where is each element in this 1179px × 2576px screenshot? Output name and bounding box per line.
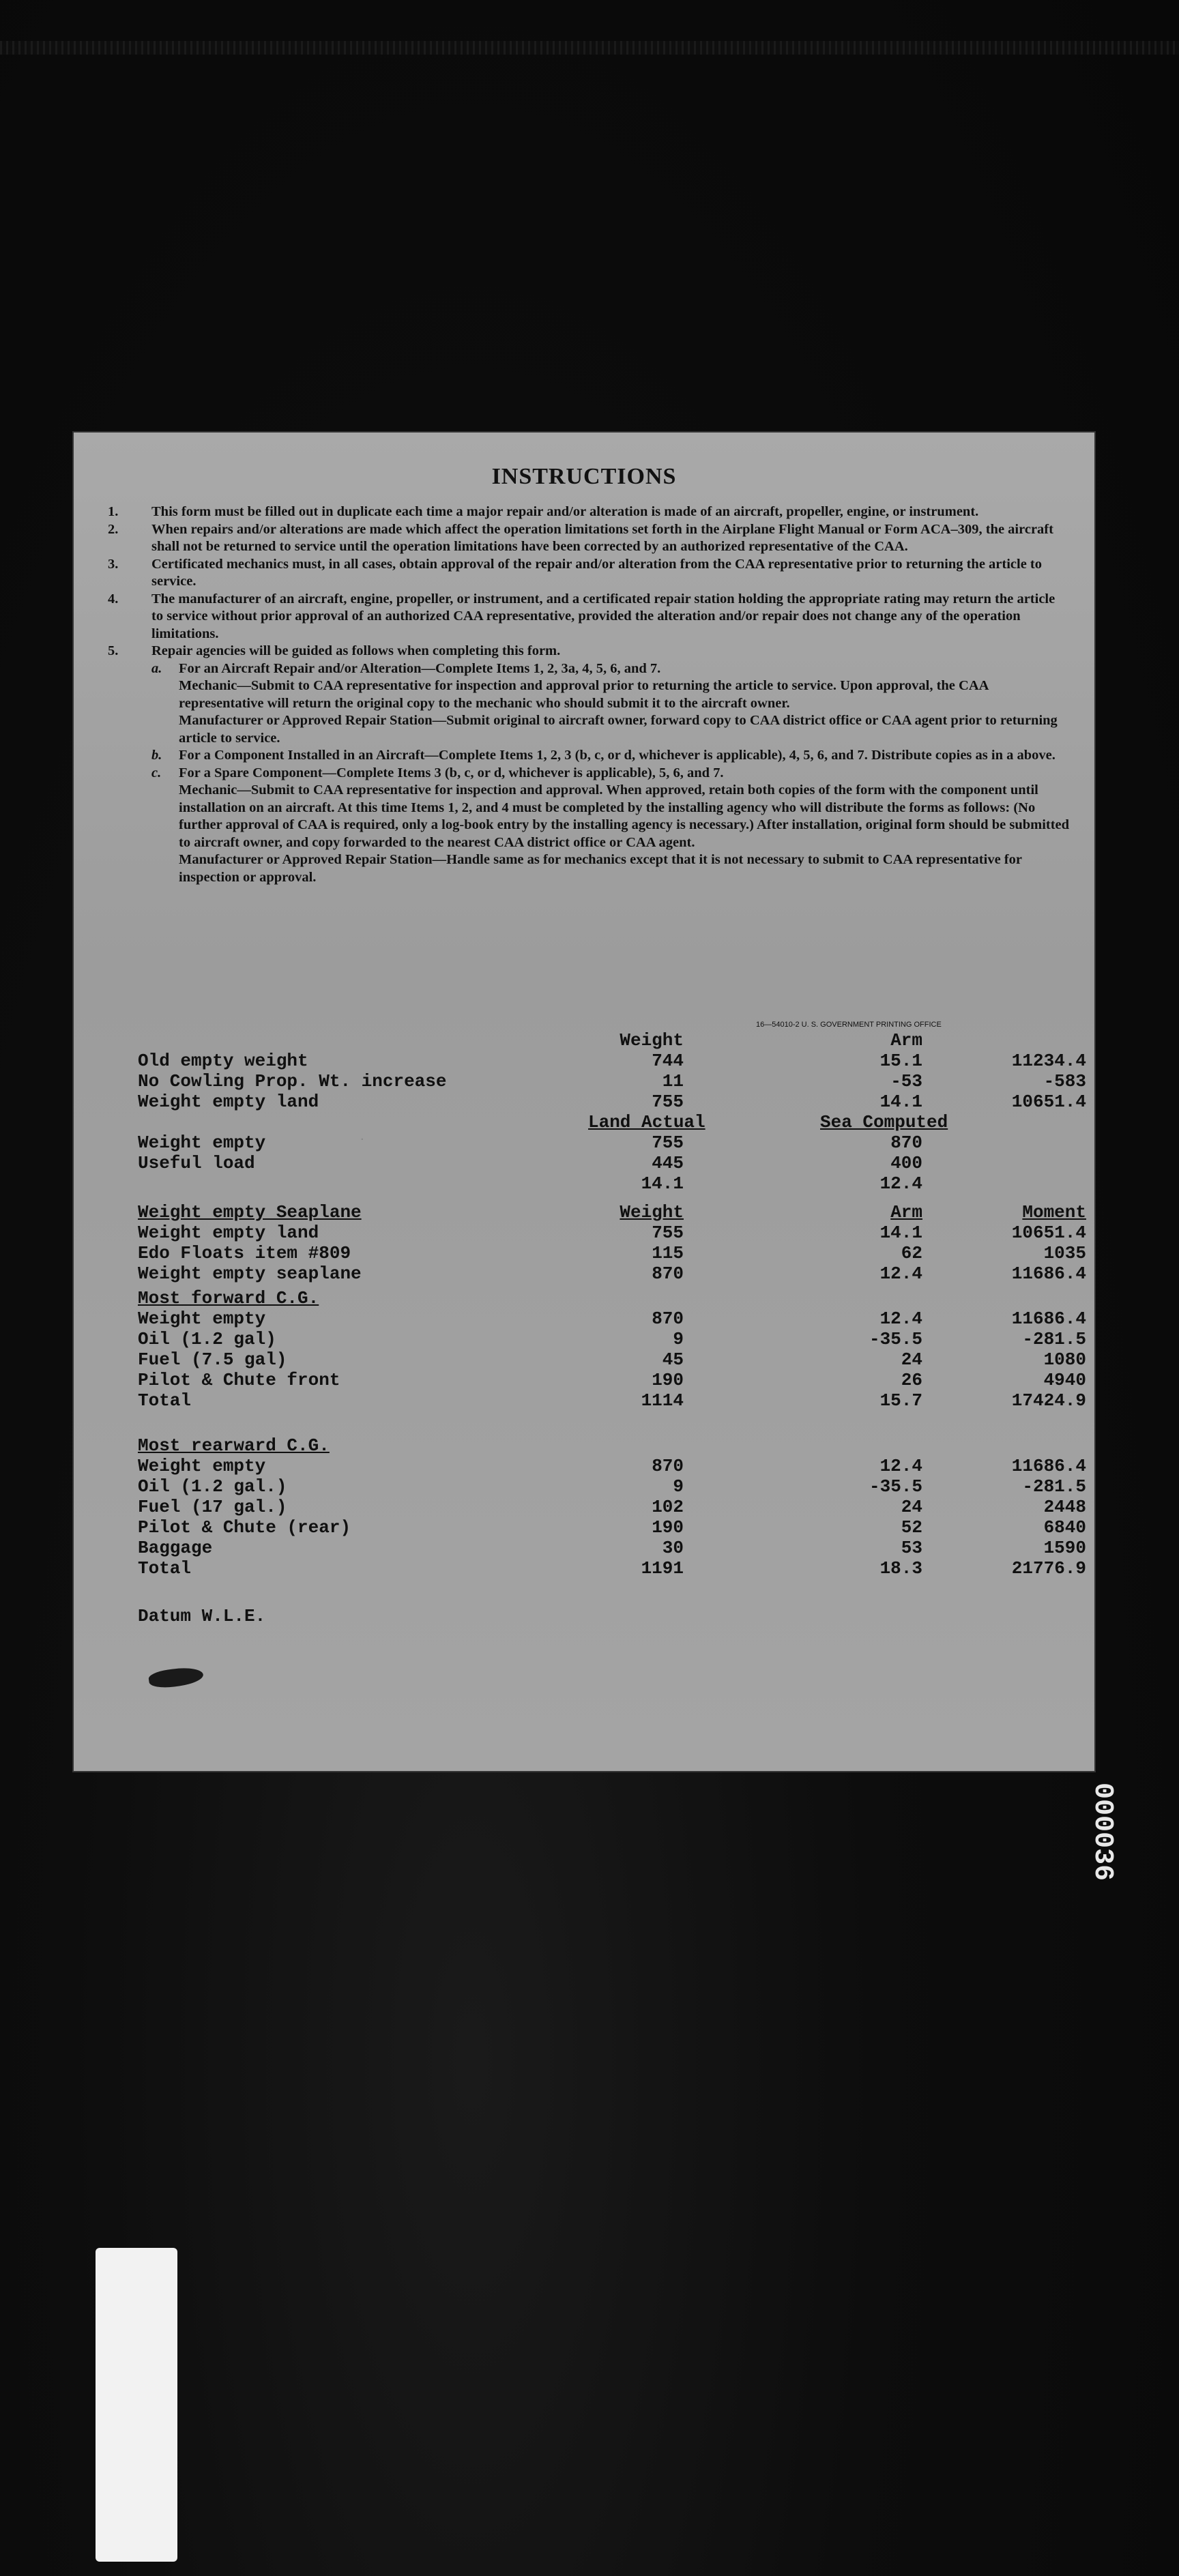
moment-value: 11686.4 [1011, 1456, 1086, 1476]
arm-value: 12.4 [879, 1456, 922, 1476]
sub-c-mechanic-text: Mechanic—Submit to CAA representative for inspection and approval. When approved, retain both copies of the form with the component until installation on an aircraft. At this time Items 1, 2, and 4 must be completed by the installing agency who will distribute the forms as follows: (No further approval of CAA is required, only a log-book entry by the installing agency is necessary.) After installation, original form should be submitted to aircraft owner, and copy forwarded to the nearest CAA district office or CAA agent. [179, 782, 1070, 850]
sub-item-letter: b. [151, 748, 162, 763]
weight-value: 45 [662, 1349, 684, 1370]
weight-value: 190 [652, 1370, 684, 1390]
table-row [138, 1349, 1093, 1370]
microfilm-frame-number [1081, 1784, 1122, 1822]
moment-value: 11686.4 [1011, 1308, 1086, 1329]
weight-value: 755 [652, 1132, 684, 1153]
instruction-item [108, 521, 1070, 556]
table-row [138, 1243, 1093, 1263]
weight-value: 744 [652, 1051, 684, 1071]
arm-value: 18.3 [879, 1558, 922, 1579]
moment-value: -281.5 [1022, 1329, 1086, 1349]
table-row [138, 1456, 1093, 1476]
fwd-header-label: Most forward C.G. [138, 1288, 319, 1308]
moment-value: 21776.9 [1011, 1558, 1086, 1579]
row-label: Weight empty land [138, 1223, 319, 1243]
table-row [138, 1370, 1093, 1390]
item-number: 1. [108, 504, 119, 519]
row-label: Useful load [138, 1153, 255, 1173]
table-row [138, 1092, 1093, 1112]
instruction-item [108, 556, 1070, 591]
arm-value: 870 [890, 1132, 922, 1153]
sea-weight-header: Weight [620, 1202, 684, 1223]
weight-value: 870 [652, 1263, 684, 1284]
sea-arm-header: Arm [890, 1202, 922, 1223]
weight-value: 30 [662, 1538, 684, 1558]
arm-header: Arm [890, 1030, 922, 1051]
item-text: The manufacturer of an aircraft, engine, propeller, or instrument, and a certificated repair station holding the appropriate rating may return the article to service without prior approval of an authorized CAA representative, provided the alteration and/or repair does not change any of the operation limitations. [151, 591, 1056, 641]
table-row [138, 1308, 1093, 1329]
moment-value: -583 [1043, 1071, 1086, 1092]
sub-item-b [108, 747, 1070, 765]
table-row [138, 1538, 1093, 1558]
weight-value: 102 [652, 1497, 684, 1517]
moment-value: 10651.4 [1011, 1092, 1086, 1112]
arm-value: 400 [890, 1153, 922, 1173]
sub-a-mechanic-text: Mechanic—Submit to CAA representative for inspection and approval prior to returning the article to service. Upon approval, the CAA representative will return the original copy to the mechanic who should submit it to the aircraft owner. [179, 678, 989, 711]
sub-item-text: For a Spare Component—Complete Items 3 (b, c, or d, whichever is applicable), 5, 6, and 7. [179, 765, 724, 780]
sub-item-letter: c. [151, 765, 162, 780]
arm-value: 24 [901, 1349, 922, 1370]
weight-value: 445 [652, 1153, 684, 1173]
row-label: Old empty weight [138, 1051, 308, 1071]
arm-value: 14.1 [879, 1223, 922, 1243]
item-number: 3. [108, 556, 119, 572]
weight-value: 190 [652, 1517, 684, 1538]
row-label: Weight empty [138, 1132, 266, 1153]
row-label: Edo Floats item #809 [138, 1243, 351, 1263]
sub-item-a [108, 660, 1070, 678]
aft-header-row [138, 1435, 1093, 1456]
sub-item-text: For a Component Installed in an Aircraft—Complete Items 1, 2, 3 (b, c, or d, whichever is applicable), 4, 5, 6, and 7. Distribute copies as in a above. [179, 748, 1056, 763]
moment-value: 1035 [1043, 1243, 1086, 1263]
row-label: Weight empty seaplane [138, 1263, 362, 1284]
table-row [138, 1223, 1093, 1243]
instruction-item [108, 591, 1070, 643]
arm-value: 15.1 [879, 1051, 922, 1071]
table-row [138, 1051, 1093, 1071]
row-label: Total [138, 1558, 192, 1579]
film-perforation-edge [0, 41, 1179, 55]
sub-a-manufacturer-text: Manufacturer or Approved Repair Station—Submit original to aircraft owner, forward copy to CAA district office or CAA agent prior to returning article to service. [179, 713, 1058, 746]
row-label: Fuel (17 gal.) [138, 1497, 287, 1517]
print-code: 16—54010-2 U. S. GOVERNMENT PRINTING OFFICE [756, 1021, 942, 1029]
table-row [138, 1263, 1093, 1284]
land-actual-header: Land Actual [588, 1112, 705, 1132]
row-label: Fuel (7.5 gal) [138, 1349, 287, 1370]
moment-value: 17424.9 [1011, 1390, 1086, 1411]
arm-value: 12.4 [879, 1173, 922, 1194]
arm-value: -35.5 [869, 1476, 922, 1497]
fwd-header-row [138, 1288, 1093, 1308]
table-row [138, 1497, 1093, 1517]
table-row [138, 1132, 1093, 1153]
item-number: 4. [108, 591, 119, 606]
sub-item-c [108, 765, 1070, 782]
instructions-list [108, 503, 1070, 886]
item-text: Certificated mechanics must, in all cases, obtain approval of the repair and/or alteration from the CAA representative prior to returning the article to service. [151, 556, 1043, 589]
aft-header-label: Most rearward C.G. [138, 1435, 330, 1456]
arm-value: 62 [901, 1243, 922, 1263]
document-page [74, 433, 1094, 1771]
item-number: 2. [108, 521, 119, 537]
faint-bleedthrough: . [360, 1128, 364, 1143]
page-title: INSTRUCTIONS [491, 464, 677, 489]
instruction-item [108, 503, 1070, 521]
film-leader-block [96, 2248, 177, 2562]
arm-value: 12.4 [879, 1308, 922, 1329]
table-row [138, 1153, 1093, 1173]
arm-value: 52 [901, 1517, 922, 1538]
moment-value: 2448 [1043, 1497, 1086, 1517]
weight-header: Weight [620, 1030, 684, 1051]
table-row [138, 1517, 1093, 1538]
moment-value: 4940 [1043, 1370, 1086, 1390]
table-row [138, 1173, 1093, 1194]
table-row [138, 1390, 1093, 1411]
weight-value: 115 [652, 1243, 684, 1263]
moment-value: 1080 [1043, 1349, 1086, 1370]
table-row [138, 1071, 1093, 1092]
sea-header-label: Weight empty Seaplane [138, 1202, 362, 1223]
moment-value: 11234.4 [1011, 1051, 1086, 1071]
row-label: Baggage [138, 1538, 213, 1558]
instruction-item [108, 643, 1070, 660]
sea-moment-header: Moment [1022, 1202, 1086, 1223]
row-label: Oil (1.2 gal.) [138, 1476, 287, 1497]
row-label: No Cowling Prop. Wt. increase [138, 1071, 447, 1092]
row-label: Oil (1.2 gal) [138, 1329, 276, 1349]
weight-value: 870 [652, 1456, 684, 1476]
row-label: Weight empty [138, 1456, 266, 1476]
weight-value: 755 [652, 1223, 684, 1243]
sub-c-manufacturer-text: Manufacturer or Approved Repair Station—Handle same as for mechanics except that it is not necessary to submit to CAA representative for inspection or approval. [179, 852, 1022, 885]
arm-value: 14.1 [879, 1092, 922, 1112]
weight-balance-table [138, 1026, 1093, 1708]
item-text: Repair agencies will be guided as follows when completing this form. [151, 643, 561, 658]
weight-value: 11 [662, 1071, 684, 1092]
table-row [138, 1329, 1093, 1349]
table-row [138, 1476, 1093, 1497]
sea-header-row [138, 1202, 1093, 1223]
row-label: Pilot & Chute (rear) [138, 1517, 351, 1538]
row-label: Weight empty [138, 1308, 266, 1329]
datum-label: Datum W.L.E. [138, 1606, 266, 1626]
row-label: Weight empty land [138, 1092, 319, 1112]
moment-value: 10651.4 [1011, 1223, 1086, 1243]
arm-value: 26 [901, 1370, 922, 1390]
weight-value: 1191 [641, 1558, 684, 1579]
arm-value: -53 [890, 1071, 922, 1092]
weight-value: 1114 [641, 1390, 684, 1411]
arm-value: 12.4 [879, 1263, 922, 1284]
moment-value: 6840 [1043, 1517, 1086, 1538]
row-label: Total [138, 1390, 192, 1411]
moment-value: 11686.4 [1011, 1263, 1086, 1284]
arm-value: 24 [901, 1497, 922, 1517]
weight-value: 9 [673, 1476, 684, 1497]
arm-value: 53 [901, 1538, 922, 1558]
item-number: 5. [108, 643, 119, 658]
datum-row [138, 1606, 1093, 1626]
item-text: When repairs and/or alterations are made which affect the operation limitations set forth in the Airplane Flight Manual or Form ACA–309, the aircraft shall not be returned to service until the operation limitations have been corrected by an authorized representative of the CAA. [151, 521, 1053, 554]
arm-value: 15.7 [879, 1390, 922, 1411]
sub-item-text: For an Aircraft Repair and/or Alteration—Complete Items 1, 2, 3a, 4, 5, 6, and 7. [179, 660, 661, 676]
weight-value: 870 [652, 1308, 684, 1329]
sea-computed-header: Sea Computed [820, 1112, 948, 1132]
weight-value: 755 [652, 1092, 684, 1112]
moment-value: 1590 [1043, 1538, 1086, 1558]
sub-item-letter: a. [151, 660, 162, 676]
table-row [138, 1558, 1093, 1579]
moment-value: -281.5 [1022, 1476, 1086, 1497]
arm-value: -35.5 [869, 1329, 922, 1349]
weight-value: 14.1 [641, 1173, 684, 1194]
weight-value: 9 [673, 1329, 684, 1349]
item-text: This form must be filled out in duplicate each time a major repair and/or alteration is made of an aircraft, propeller, engine, or instrument. [151, 504, 979, 519]
row-label: Pilot & Chute front [138, 1370, 340, 1390]
